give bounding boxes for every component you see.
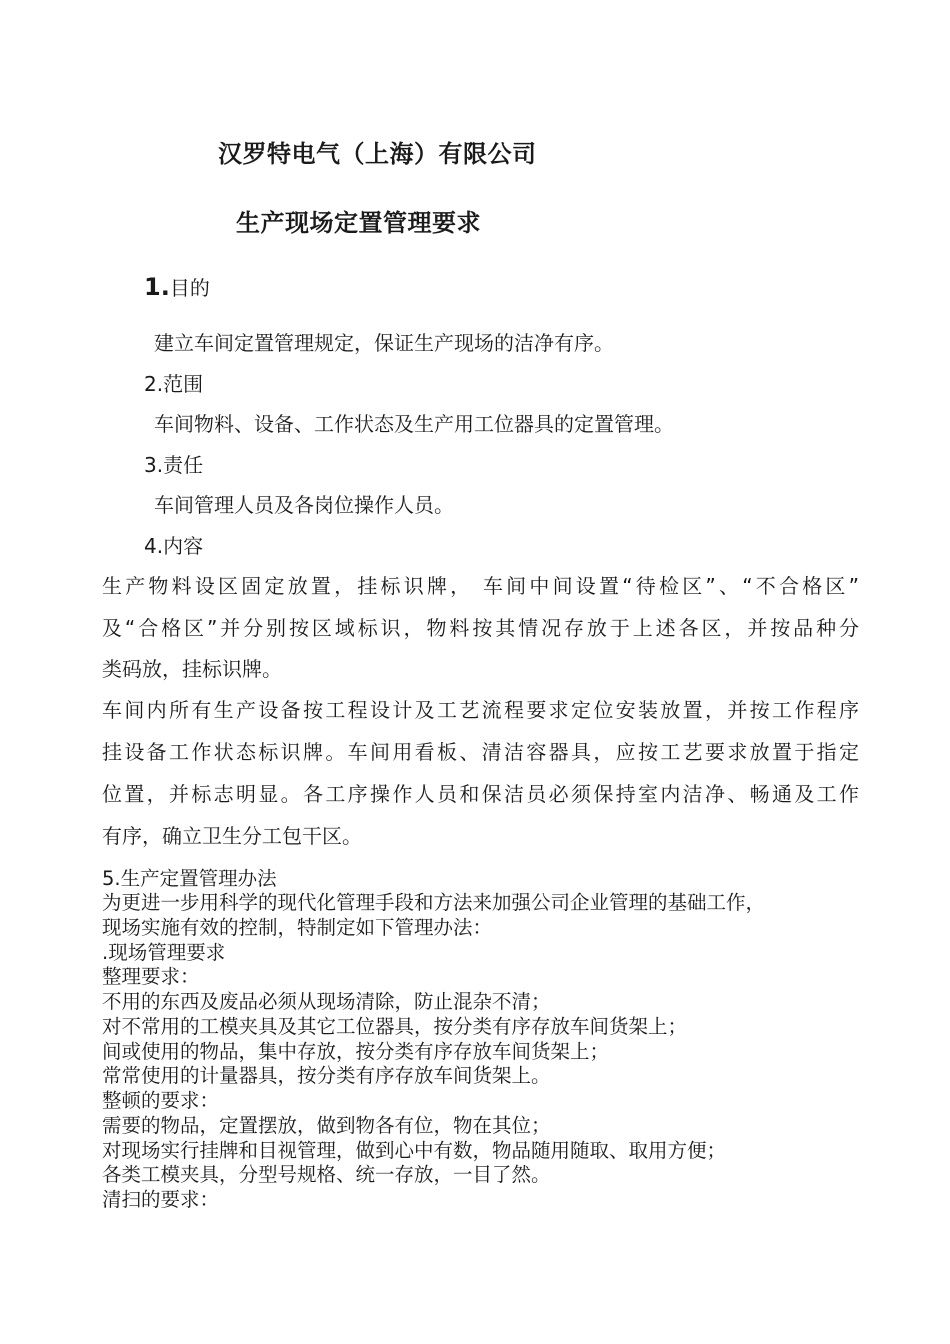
section-5-line-4: 整理要求： (102, 965, 200, 988)
section-5-line-11: 对现场实行挂牌和目视管理，做到心中有数，物品随用随取、取用方便； (102, 1139, 727, 1162)
section-4-paragraph-2-line-1: 车间内所有生产设备按工程设计及工艺流程要求定位安装放置，并按工作程序 (102, 698, 859, 722)
section-1-text: 建立车间定置管理规定，保证生产现场的洁净有序。 (154, 331, 614, 355)
section-1-number: 1. (144, 273, 170, 301)
section-5-heading: 5.生产定置管理办法 (102, 867, 277, 890)
section-5-line-10: 需要的物品，定置摆放，做到物各有位，物在其位； (102, 1114, 551, 1137)
document-title: 生产现场定置管理要求 (236, 209, 481, 237)
section-5-line-8: 常常使用的计量器具，按分类有序存放车间货架上。 (102, 1064, 551, 1087)
section-5-line-1: 为更进一步用科学的现代化管理手段和方法来加强公司企业管理的基础工作， (102, 891, 766, 914)
section-5-line-2: 现场实施有效的控制，特制定如下管理办法： (102, 916, 493, 939)
section-4-paragraph-1-line-3: 类码放，挂标识牌。 (102, 657, 282, 681)
section-2-text: 车间物料、设备、工作状态及生产用工位器具的定置管理。 (154, 412, 674, 436)
section-5-line-13: 清扫的要求： (102, 1188, 220, 1211)
company-name: 汉罗特电气（上海）有限公司 (218, 140, 537, 168)
section-5-line-6: 对不常用的工模夹具及其它工位器具，按分类有序存放车间货架上； (102, 1015, 688, 1038)
section-5-line-9: 整顿的要求： (102, 1089, 220, 1112)
section-2-heading: 2.范围 (144, 372, 204, 396)
section-3-heading: 3.责任 (144, 453, 204, 477)
section-4-paragraph-2-line-2: 挂设备工作状态标识牌。车间用看板、清洁容器具，应按工艺要求放置于指定 (102, 740, 859, 764)
section-4-paragraph-2-line-3: 位置，并标志明显。各工序操作人员和保洁员必须保持室内洁净、畅通及工作 (102, 782, 859, 806)
section-4-heading: 4.内容 (144, 534, 204, 558)
section-1-label: 目的 (169, 276, 210, 300)
section-4-paragraph-1-line-1: 生产物料设区固定放置，挂标识牌， 车间中间设置“待检区”、“不合格区” (102, 574, 859, 598)
section-5-line-7: 间或使用的物品，集中存放，按分类有序存放车间货架上； (102, 1040, 610, 1063)
section-5-line-3: .现场管理要求 (102, 941, 226, 964)
section-5-line-12: 各类工模夹具，分型号规格、统一存放，一目了然。 (102, 1163, 551, 1186)
section-4-paragraph-1-line-2: 及“合格区”并分别按区域标识，物料按其情况存放于上述各区，并按品种分 (102, 616, 859, 640)
section-4-paragraph-2-line-4: 有序，确立卫生分工包干区。 (102, 824, 362, 848)
section-3-text: 车间管理人员及各岗位操作人员。 (154, 493, 454, 517)
section-5-line-5: 不用的东西及废品必须从现场清除，防止混杂不清； (102, 990, 551, 1013)
section-1-heading (144, 272, 210, 301)
